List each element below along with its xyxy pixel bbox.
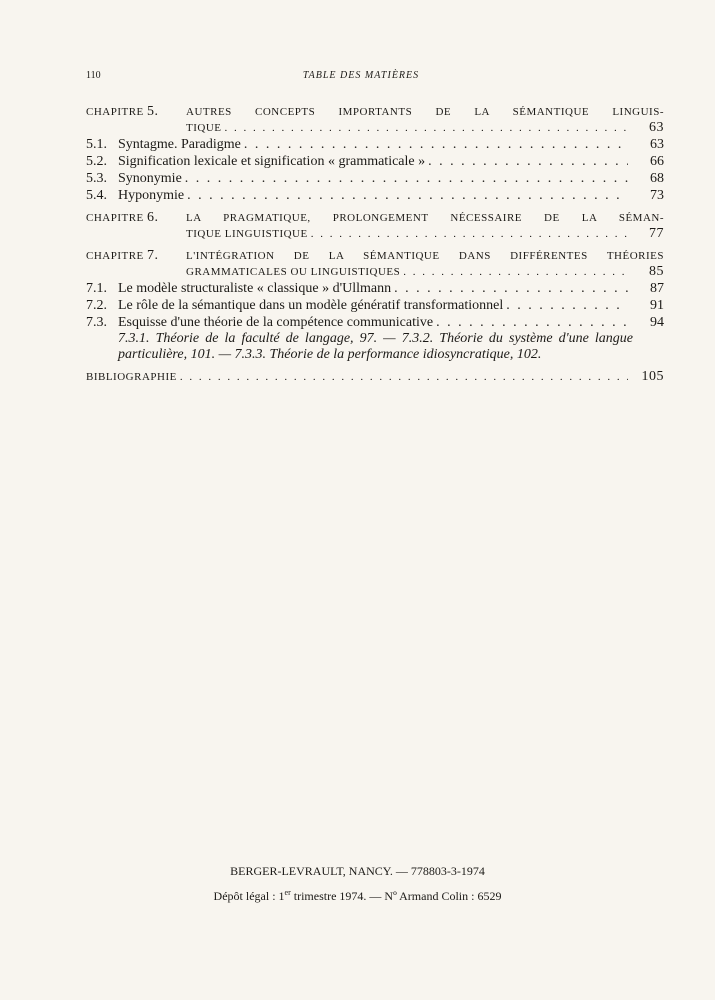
leader-dots [180, 369, 628, 385]
section-title: Syntagme. Paradigme [118, 137, 241, 152]
chapter-title: LA PRAGMATIQUE, PROLONGEMENT NÉCESSAIRE DE LA SÉMAN- [186, 212, 664, 224]
chapter-label: CHAPITRE 5. [86, 104, 159, 119]
page-ref: 63 [650, 137, 664, 152]
section-number: 5.4. [86, 188, 107, 203]
section-number: 5.1. [86, 137, 107, 152]
leader-dots [187, 188, 628, 204]
chapter-title-cont: TIQUE LINGUISTIQUE [186, 228, 308, 240]
section-title: Esquisse d'une théorie de la compétence communicative [118, 315, 434, 330]
leader-dots [394, 281, 628, 297]
toc-subentries-7-3: 7.3.1. Théorie de la faculté de langage, 97. — 7.3.2. Théorie du système d'une langue particulière, 101. — 7.3.3. Théorie de la performance idiosyncratique, 102. [118, 331, 633, 362]
section-number: 5.2. [86, 154, 107, 169]
chapter-title-cont: GRAMMATICALES OU LINGUISTIQUES [186, 266, 401, 278]
printer-line: BERGER-LEVRAULT, NANCY. — 778803-3-1974 [230, 864, 485, 878]
toc-entry-5-2 [86, 154, 664, 170]
page-ref: 94 [650, 315, 664, 330]
bibliographie-title: BIBLIOGRAPHIE [86, 371, 177, 383]
page-number: 110 [86, 70, 101, 81]
chapter-title-cont: TIQUE [186, 122, 222, 134]
toc-entry-5-1 [86, 137, 664, 153]
table-of-contents [86, 104, 664, 385]
page-ref: 105 [641, 369, 664, 384]
chapter-label: CHAPITRE 7. [86, 248, 159, 263]
toc-entry-7-3 [86, 315, 664, 331]
toc-chapter-7 [86, 248, 664, 280]
page-title: TABLE DES MATIÈRES [302, 70, 420, 81]
page-ref: 85 [649, 264, 664, 279]
leader-dots [506, 298, 628, 314]
section-number: 5.3. [86, 171, 107, 186]
toc-bibliographie [86, 369, 664, 385]
page-ref: 73 [650, 188, 664, 203]
legal-deposit-line: Dépôt légal : 1er trimestre 1974. — Nº Armand Colin : 6529 [213, 888, 502, 903]
colophon [0, 860, 715, 907]
toc-entry-7-1 [86, 281, 664, 297]
leader-dots [311, 226, 628, 242]
leader-dots [428, 154, 628, 170]
page-ref: 87 [650, 281, 664, 296]
toc-entry-7-2 [86, 298, 664, 314]
page-ref: 63 [649, 120, 664, 135]
leader-dots [403, 264, 628, 280]
leader-dots [244, 137, 628, 153]
chapter-title: L'INTÉGRATION DE LA SÉMANTIQUE DANS DIFFÉRENTES THÉORIES [186, 250, 664, 262]
chapter-label: CHAPITRE 6. [86, 210, 159, 225]
section-title: Hyponymie [118, 188, 185, 203]
section-number: 7.1. [86, 281, 107, 296]
section-title: Le rôle de la sémantique dans un modèle génératif transformationnel [118, 298, 504, 313]
chapter-title: AUTRES CONCEPTS IMPORTANTS DE LA SÉMANTIQUE LINGUIS- [186, 106, 664, 118]
section-title: Synonymie [118, 171, 182, 186]
toc-entry-5-3 [86, 171, 664, 187]
section-title: Signification lexicale et signification « grammaticale » [118, 154, 426, 169]
page-ref: 77 [649, 226, 664, 241]
page-ref: 68 [650, 171, 664, 186]
page-ref: 91 [650, 298, 664, 313]
page-ref: 66 [650, 154, 664, 169]
toc-chapter-6 [86, 210, 664, 242]
section-title: Le modèle structuraliste « classique » d'Ullmann [118, 281, 392, 296]
section-number: 7.2. [86, 298, 107, 313]
leader-dots [225, 120, 629, 136]
toc-entry-5-4 [86, 188, 664, 204]
leader-dots [185, 171, 628, 187]
section-number: 7.3. [86, 315, 107, 330]
toc-chapter-5 [86, 104, 664, 136]
leader-dots [436, 315, 628, 331]
